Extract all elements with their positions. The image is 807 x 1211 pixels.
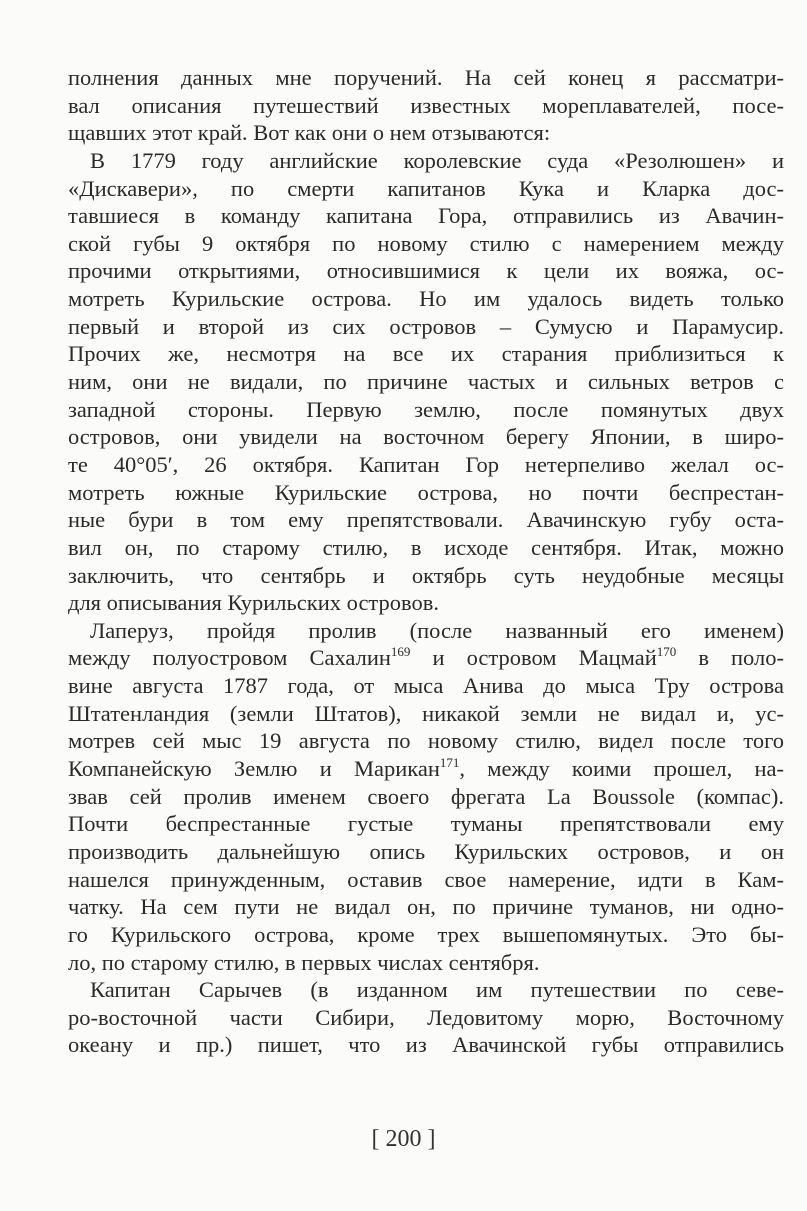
text-line: [68, 644, 784, 672]
text-line: [68, 810, 784, 838]
text-segment: Штатенландия (земли Штатов), никакой земли не видал и, ус-: [68, 700, 784, 726]
paragraph: [68, 617, 784, 976]
text-segment: мотрев сей мыс 19 августа по новому стилю, видел после того: [68, 728, 784, 754]
page-number: [ 200 ]: [371, 1126, 436, 1152]
footnote-ref: 169: [390, 644, 411, 660]
text-line: [68, 340, 784, 368]
text-line: [68, 479, 784, 507]
text-segment: «Дискавери», по смерти капитанов Кука и Кларка дос-: [68, 175, 784, 201]
text-line: [68, 451, 784, 479]
text-line: [68, 534, 784, 562]
text-line: [68, 506, 784, 534]
text-segment: и островом Мацмай: [410, 645, 657, 671]
body-text: [68, 64, 784, 1059]
paragraph: [68, 976, 784, 1059]
text-line: [68, 313, 784, 341]
text-line: [68, 838, 784, 866]
text-segment: ро-восточной части Сибири, Ледовитому морю, Восточному: [68, 1004, 784, 1030]
text-segment: вил он, по старому стилю, в исходе сентября. Итак, можно: [68, 534, 784, 560]
text-segment: между полуостровом Сахалин: [68, 645, 391, 671]
text-segment: вал описания путешествий известных мореплавателей, посе-: [68, 92, 784, 118]
text-segment: Почти беспрестанные густые туманы препятствовали ему: [68, 811, 784, 837]
text-segment: Лаперуз, пройдя пролив (после названный его именем): [90, 617, 784, 643]
text-segment: звав сей пролив именем своего фрегата La Boussole (компас).: [68, 783, 784, 809]
text-segment: ные бури в том ему препятствовали. Авачинскую губу оста-: [68, 507, 784, 533]
text-line: [68, 617, 784, 645]
text-line: [68, 783, 784, 811]
text-line: [68, 92, 784, 120]
text-line: [68, 672, 784, 700]
text-segment: нашелся принужденным, оставив свое намерение, идти в Кам-: [68, 866, 784, 892]
text-segment: полнения данных мне поручений. На сей конец я рассматри-: [68, 65, 784, 90]
text-segment: В 1779 году английские королевские суда «Резолюшен» и: [90, 147, 784, 173]
text-segment: мотреть Курильские острова. Но им удалось видеть только: [68, 286, 784, 312]
text-line: [68, 64, 784, 92]
text-line: [68, 700, 784, 728]
text-segment: го Курильского острова, кроме трех вышепомянутых. Это бы-: [68, 921, 784, 947]
text-segment: для описывания Курильских островов.: [68, 590, 440, 616]
text-segment: Прочих же, несмотря на все их старания приблизиться к: [68, 341, 784, 367]
text-line: [68, 119, 784, 147]
text-segment: островов, они увидели на восточном берегу Японии, в широ-: [68, 424, 784, 450]
paragraph: [68, 147, 784, 617]
text-segment: , между коими прошел, на-: [459, 756, 784, 782]
text-line: [68, 976, 784, 1004]
text-segment: тавшиеся в команду капитана Гора, отправились из Авачин-: [68, 203, 784, 229]
text-line: [68, 147, 784, 175]
text-line: [68, 1004, 784, 1032]
text-line: [68, 230, 784, 258]
text-segment: те 40°05′, 26 октября. Капитан Гор нетерпеливо желал ос-: [68, 451, 784, 477]
text-segment: в поло-: [676, 645, 784, 671]
text-segment: Компанейскую Землю и Марикан: [68, 756, 440, 782]
text-line: [68, 1031, 784, 1059]
text-segment: океану и пр.) пишет, что из Авачинской губы отправились: [68, 1032, 784, 1058]
text-segment: первый и второй из сих островов – Сумусю и Парамусир.: [68, 313, 784, 339]
text-line: [68, 949, 784, 977]
text-segment: чатку. На сем пути не видал он, по причине туманов, ни одно-: [68, 894, 784, 920]
text-line: [68, 202, 784, 230]
text-line: [68, 285, 784, 313]
text-line: [68, 368, 784, 396]
text-line: [68, 866, 784, 894]
text-segment: ло, по старому стилю, в первых числах сентября.: [68, 949, 540, 975]
text-segment: щавших этот край. Вот как они о нем отзываются:: [68, 120, 551, 146]
paragraph: [68, 64, 784, 147]
text-segment: Капитан Сарычев (в изданном им путешествии по севе-: [90, 977, 784, 1003]
text-line: [68, 893, 784, 921]
text-line: [68, 727, 784, 755]
text-line: [68, 562, 784, 590]
text-line: [68, 396, 784, 424]
text-segment: ской губы 9 октября по новому стилю с намерением между: [68, 230, 784, 256]
text-segment: мотреть южные Курильские острова, но почти беспрестан-: [68, 479, 784, 505]
footnote-ref: 170: [656, 644, 677, 660]
text-segment: вине августа 1787 года, от мыса Анива до мыса Тру острова: [68, 673, 784, 699]
text-segment: производить дальнейшую опись Курильских островов, и он: [68, 838, 784, 864]
footnote-ref: 171: [439, 755, 460, 771]
text-segment: прочими открытиями, относившимися к цели их вояжа, ос-: [68, 258, 784, 284]
text-segment: западной стороны. Первую землю, после помянутых двух: [68, 396, 784, 422]
text-segment: ним, они не видали, по причине частых и сильных ветров с: [68, 369, 784, 395]
text-line: [68, 921, 784, 949]
text-line: [68, 755, 784, 783]
text-line: [68, 257, 784, 285]
text-line: [68, 589, 784, 617]
text-segment: заключить, что сентябрь и октябрь суть неудобные месяцы: [68, 562, 784, 588]
text-line: [68, 175, 784, 203]
text-line: [68, 423, 784, 451]
